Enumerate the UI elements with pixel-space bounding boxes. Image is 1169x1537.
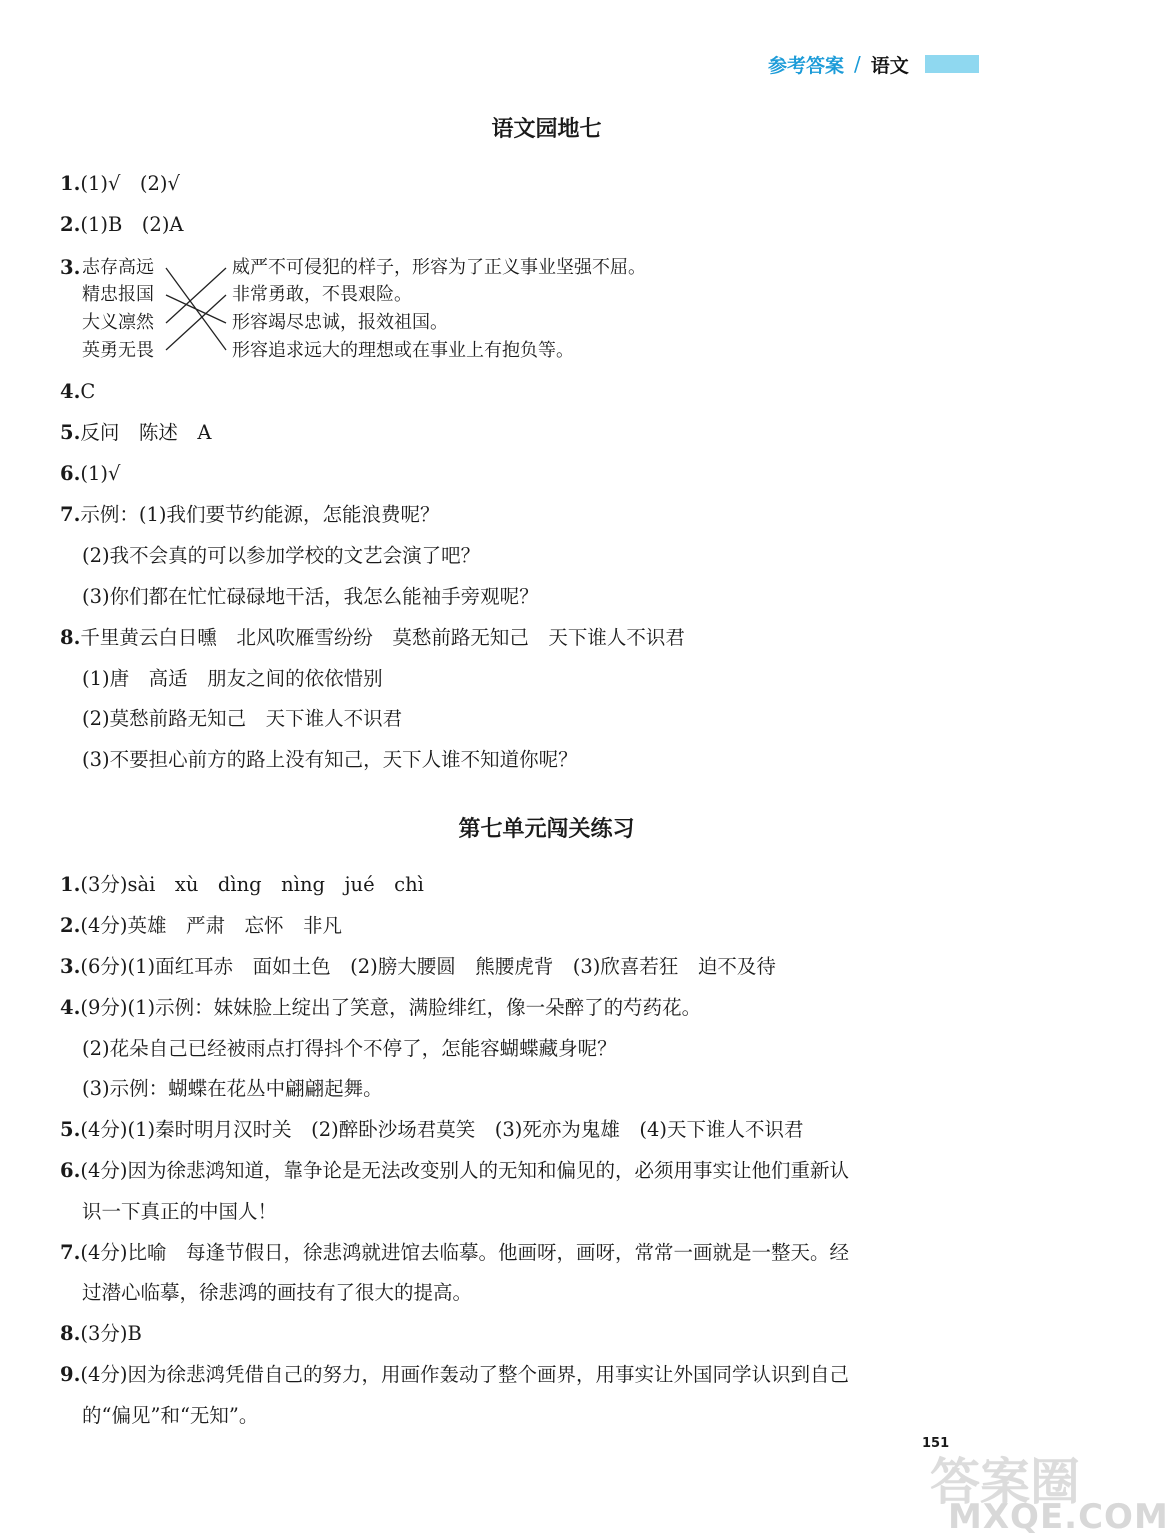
answer-1: 1.(1)√ (2)√ [60,172,180,195]
answer-7-line3: (3)你们都在忙忙碌碌地干活，我怎么能袖手旁观呢？ [82,585,539,608]
exercise-3: 3.(6分)(1)面红耳赤 面如土色 (2)膀大腰圆 熊腰虎背 (3)欣喜若狂 迫不及待 [60,955,776,978]
exercise-2: 2.(4分)英雄 严肃 忘怀 非凡 [60,914,342,937]
answer-7-line2: (2)我不会真的可以参加学校的文艺会演了吧？ [82,544,481,567]
answer-8-line2: (1)唐 高适 朋友之间的依依惜别 [82,667,383,690]
meaning-4: 形容追求远大的理想或在事业上有抱负等。 [232,340,574,361]
answer-4: 4.C [60,380,96,403]
exercise-7: 7.(4分)比喻 每逢节假日，徐悲鸿就进馆去临摹。他画呀，画呀，常常一画就是一整天。经 [60,1241,849,1264]
idiom-4: 英勇无畏 [82,340,154,361]
meaning-1: 威严不可侵犯的样子，形容为了正义事业坚强不屈。 [232,257,646,278]
exercise-4-line3: (3)示例：蝴蝶在花丛中翩翩起舞。 [82,1077,383,1100]
exercise-6: 6.(4分)因为徐悲鸿知道，靠争论是无法改变别人的无知和偏见的，必须用事实让他们重新认 [60,1159,849,1182]
page-header [768,50,979,78]
exercise-7-line2: 过潜心临摹，徐悲鸿的画技有了很大的提高。 [82,1281,473,1304]
match-line-4 [166,295,226,350]
exercise-8: 8.(3分)B [60,1322,142,1345]
answer-3-number: 3. [60,256,81,279]
watermark-logo: 答案圈 [930,1453,1080,1511]
exercise-4-line2: (2)花朵自己已经被雨点打得抖个不停了，怎能容蝴蝶藏身呢？ [82,1037,617,1060]
exercise-4: 4.(9分)(1)示例：妹妹脸上绽出了笑意，满脸绯红，像一朵醉了的芍药花。 [60,996,702,1019]
exercise-1: 1.(3分)sài xù dìng nìng jué chì [60,873,424,896]
answer-5: 5.反问 陈述 A [60,421,212,444]
match-line-2 [166,295,226,323]
section-title-unit-exercise: 第七单元闯关练习 [458,817,635,842]
subject-label: 语文 [870,54,909,77]
section-title-yuwen-yuandi: 语文园地七 [491,117,602,142]
idiom-2: 精忠报国 [82,284,154,305]
exercise-6-line2: 识一下真正的中国人！ [82,1200,278,1223]
exercise-9-line2: 的“偏见”和“无知”。 [82,1404,259,1427]
meaning-2: 非常勇敢，不畏艰险。 [232,284,412,305]
answer-8-line3: (2)莫愁前路无知己 天下谁人不识君 [82,707,403,730]
answer-8-line4: (3)不要担心前方的路上没有知己，天下人谁不知道你呢？ [82,748,578,771]
idiom-1: 志存高远 [82,257,154,278]
match-line-3 [166,268,226,323]
answer-label: 参考答案 [768,54,845,77]
meaning-3: 形容竭尽忠诚，报效祖国。 [232,312,448,333]
header-slash: / [854,52,861,76]
watermark-url: MXQE.COM [948,1497,1169,1537]
answer-2: 2.(1)B (2)A [60,213,184,236]
page-number: 151 [922,1436,950,1451]
answer-6: 6.(1)√ [60,462,121,485]
matching-lines [160,258,232,368]
answer-7: 7.示例：(1)我们要节约能源，怎能浪费呢？ [60,503,440,526]
exercise-5: 5.(4分)(1)秦时明月汉时关 (2)醉卧沙场君莫笑 (3)死亦为鬼雄 (4)天下谁人不识君 [60,1118,804,1141]
idiom-3: 大义凛然 [82,312,154,333]
exercise-9: 9.(4分)因为徐悲鸿凭借自己的努力，用画作轰动了整个画界，用事实让外国同学认识到自己 [60,1363,849,1386]
answer-8: 8.千里黄云白日曛 北风吹雁雪纷纷 莫愁前路无知己 天下谁人不识君 [60,626,685,649]
header-color-bar [925,55,979,73]
